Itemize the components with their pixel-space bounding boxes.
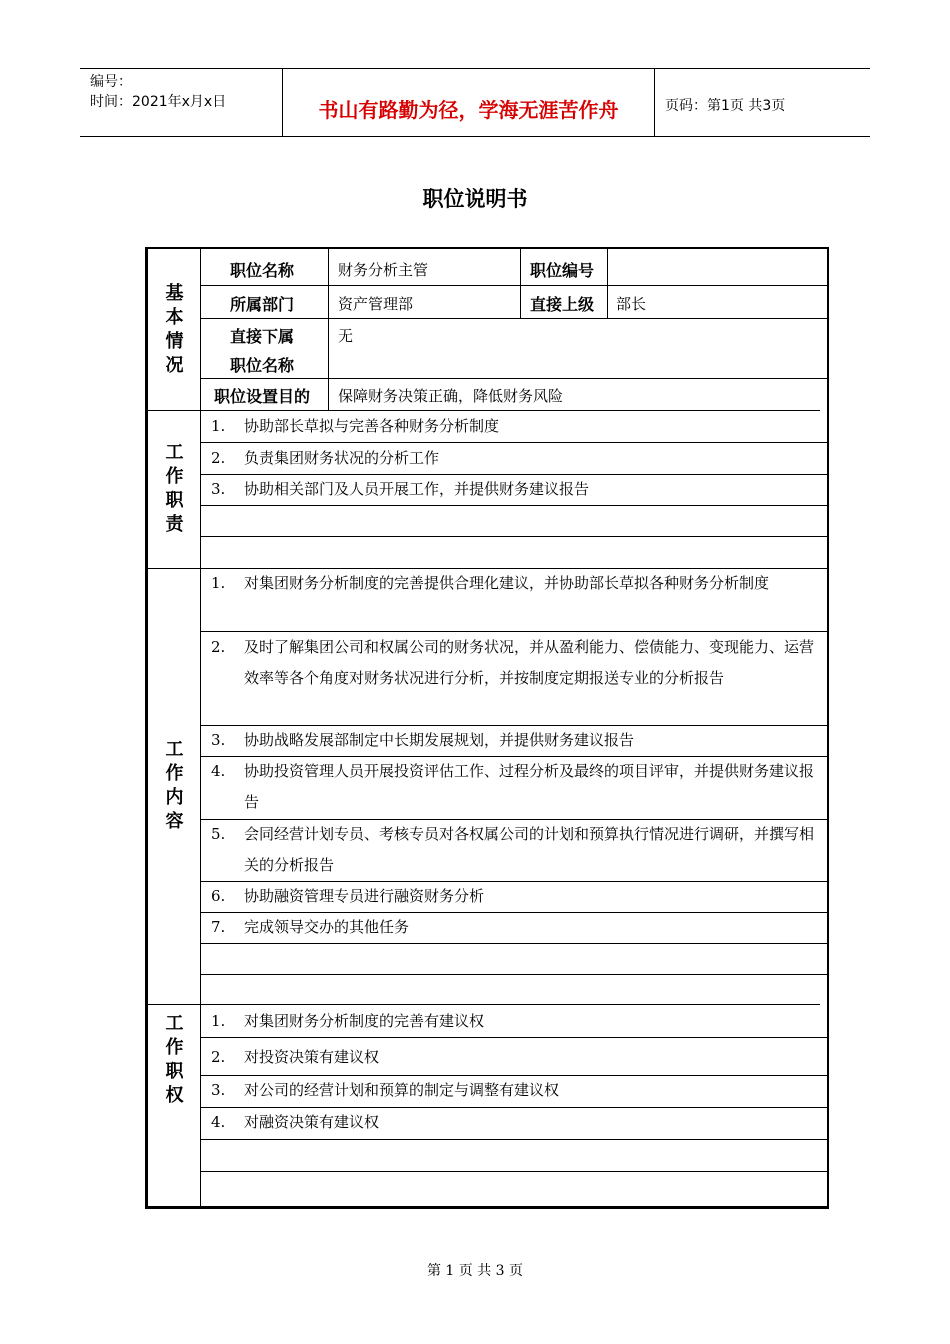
content-number: 2.	[211, 638, 226, 656]
content-text: 对集团财务分析制度的完善提供合理化建议，并协助部长草拟各种财务分析制度	[244, 574, 770, 592]
subordinate-value: 无	[338, 327, 354, 345]
row-line	[200, 974, 827, 975]
content-item	[211, 819, 823, 881]
content-item	[211, 881, 823, 912]
content-number: 7.	[211, 918, 226, 936]
authority-number: 1.	[211, 1012, 226, 1030]
duty-text: 协助相关部门及人员开展工作，并提供财务建议报告	[244, 480, 590, 498]
basic-col-divider-2	[520, 249, 521, 318]
subordinate-label-line1: 直接下属	[230, 327, 295, 346]
position-name-value: 财务分析主管	[338, 261, 429, 279]
content-number: 5.	[211, 825, 226, 843]
duty-text: 负责集团财务状况的分析工作	[244, 449, 440, 467]
content-item	[211, 725, 823, 756]
subordinate-label-line2: 职位名称	[230, 356, 295, 375]
content-text: 及时了解集团公司和权属公司的财务状况，并从盈利能力、偿债能力、变现能力、运营效率等各个角度对财务状况进行分析，并按制度定期报送专业的分析报告	[244, 638, 815, 687]
content-text: 完成领导交办的其他任务	[244, 918, 410, 936]
duty-text: 协助部长草拟与完善各种财务分析制度	[244, 417, 500, 435]
basic-col-divider-1	[328, 249, 329, 410]
authority-text: 对公司的经营计划和预算的制定与调整有建议权	[244, 1081, 560, 1099]
duty-number: 2.	[211, 449, 226, 467]
row-line	[200, 1037, 827, 1038]
authority-number: 2.	[211, 1048, 226, 1066]
section-basic-label: 基本情况	[165, 282, 184, 376]
duty-item	[211, 474, 823, 505]
superior-value: 部长	[616, 295, 647, 313]
authority-text: 对集团财务分析制度的完善有建议权	[244, 1012, 485, 1030]
purpose-label: 职位设置目的	[214, 387, 311, 406]
section-duties	[148, 410, 201, 568]
authority-number: 4.	[211, 1113, 226, 1131]
authority-item	[211, 1075, 823, 1106]
content-text: 协助战略发展部制定中长期发展规划，并提供财务建议报告	[244, 731, 635, 749]
authority-item	[211, 1042, 823, 1073]
header-motto-cell	[283, 69, 655, 136]
duty-item	[211, 443, 823, 474]
content-number: 3.	[211, 731, 226, 749]
position-code-label: 职位编号	[530, 261, 595, 280]
authority-item	[211, 1107, 823, 1138]
section-authority-label: 工作职权	[165, 1013, 184, 1106]
duty-item	[211, 411, 823, 442]
basic-col-divider-3	[607, 249, 608, 318]
content-item	[211, 568, 823, 599]
page-header	[80, 68, 870, 137]
row-line	[200, 943, 827, 944]
position-name-label: 职位名称	[230, 261, 295, 280]
page-footer: 第 1 页 共 3 页	[426, 1263, 524, 1279]
superior-label: 直接上级	[530, 295, 595, 314]
motto: 书山有路勤为径，学海无涯苦作舟	[318, 98, 619, 122]
department-label: 所属部门	[230, 295, 295, 314]
section-basic	[148, 249, 201, 410]
content-item	[211, 632, 823, 694]
section-line	[148, 1004, 820, 1005]
document-title: 职位说明书	[422, 187, 528, 211]
authority-number: 3.	[211, 1081, 226, 1099]
content-number: 6.	[211, 887, 226, 905]
row-line	[200, 378, 827, 379]
row-line	[200, 1139, 827, 1140]
number-label: 编号：	[90, 74, 132, 90]
authority-text: 对融资决策有建议权	[244, 1113, 380, 1131]
section-authority	[148, 1006, 201, 1142]
content-text: 会同经营计划专员、考核专员对各权属公司的计划和预算执行情况进行调研，并撰写相关的分析报告	[244, 825, 815, 874]
department-value: 资产管理部	[338, 295, 414, 313]
content-number: 4.	[211, 762, 226, 780]
page-indicator: 页码：第1页 共3页	[665, 98, 786, 114]
content-number: 1.	[211, 574, 226, 592]
header-page-cell	[655, 69, 870, 136]
content-item	[211, 756, 823, 818]
row-line	[200, 318, 827, 319]
content-text: 协助融资管理专员进行融资财务分析	[244, 887, 485, 905]
job-description-table	[145, 247, 829, 1209]
row-line	[200, 285, 827, 286]
purpose-value: 保障财务决策正确，降低财务风险	[338, 387, 564, 405]
authority-text: 对投资决策有建议权	[244, 1048, 380, 1066]
row-line	[200, 505, 827, 506]
time-label: 时间：2021年x月x日	[90, 94, 227, 110]
authority-item	[211, 1006, 823, 1037]
row-line	[200, 1171, 827, 1172]
duty-number: 1.	[211, 417, 226, 435]
section-duties-label: 工作职责	[165, 442, 184, 535]
section-content	[148, 568, 201, 1004]
content-text: 协助投资管理人员开展投资评估工作、过程分析及最终的项目评审，并提供财务建议报告	[244, 762, 815, 811]
row-line	[200, 536, 827, 537]
content-item	[211, 912, 823, 943]
section-content-label: 工作内容	[165, 739, 184, 832]
duty-number: 3.	[211, 480, 226, 498]
header-meta-cell	[80, 69, 283, 136]
